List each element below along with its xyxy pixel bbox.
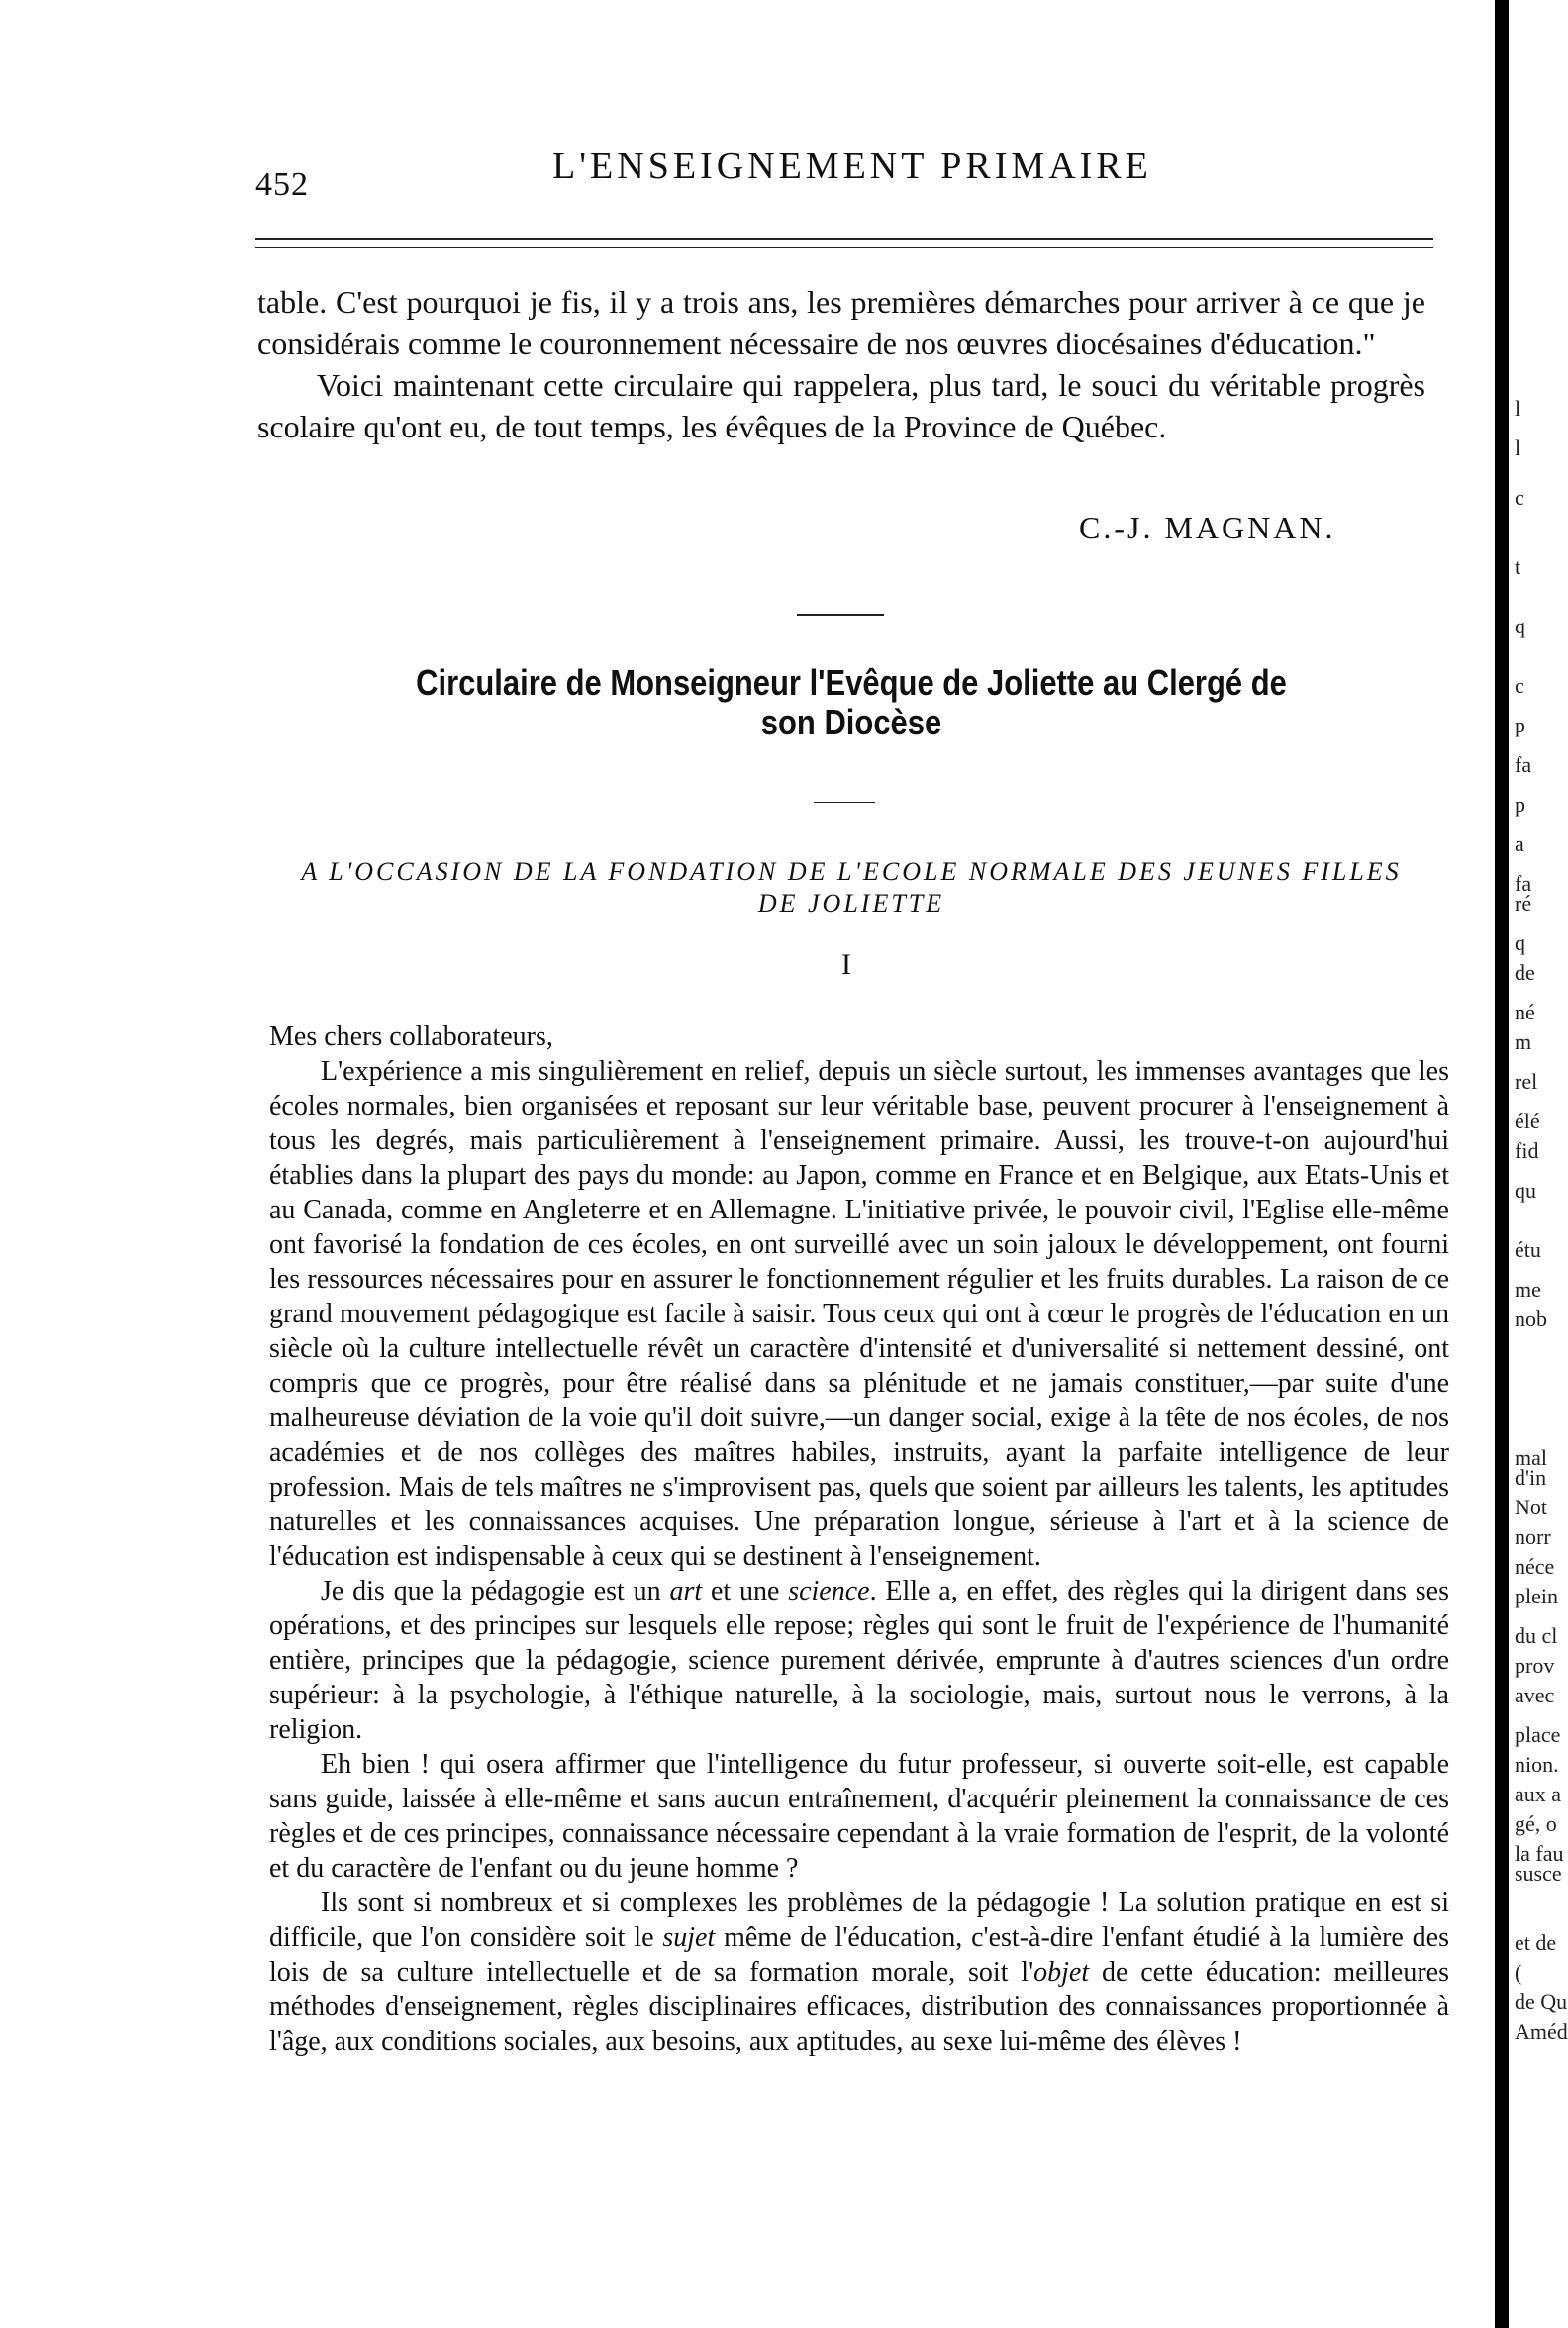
adjacent-page-fragment: fa: [1515, 752, 1532, 777]
signature: C.-J. MAGNAN.: [1079, 510, 1336, 545]
adjacent-page-fragment: qu: [1515, 1178, 1536, 1203]
adjacent-page-fragment: du cl: [1515, 1623, 1558, 1648]
adjacent-page-fragment: nob: [1515, 1307, 1547, 1331]
adjacent-page-fragment: Not: [1515, 1495, 1547, 1519]
header-rule-thin: [255, 247, 1433, 248]
adjacent-page-fragment: susce: [1515, 1861, 1562, 1886]
adjacent-page-fragment: p: [1515, 713, 1525, 737]
adjacent-page-fragment: l: [1515, 396, 1521, 421]
running-head: [255, 139, 1433, 203]
continuation-text: [257, 281, 1425, 447]
italic-word: sujet: [662, 1922, 716, 1953]
adjacent-page-fragment: (: [1515, 1960, 1522, 1985]
adjacent-page-fragment: de Qu: [1515, 1989, 1568, 2014]
adjacent-page-fragment: nion.: [1515, 1752, 1559, 1777]
text-run: Je dis que la pédagogie est un: [321, 1576, 670, 1606]
adjacent-page-fragment: étu: [1515, 1237, 1541, 1262]
separator-rule: [797, 614, 884, 616]
adjacent-page-fragment: p: [1515, 792, 1525, 817]
body-paragraph: L'expérience a mis singulièrement en relief, depuis un siècle surtout, les immenses avantages que les écoles normales, bien organisées et reposant sur leur véritable base, peuvent procurer à l'enseignement à tous les degrés, mais particulièrement à l'enseignement primaire. Aussi, les trouve-t-on aujourd'hui établies dans la plupart des pays du monde: au Japon, comme en France et en Belgique, aux Etats-Unis et au Canada, comme en Angleterre et en Allemagne. L'initiative privée, le pouvoir civil, l'Eglise elle-même ont favorisé la fondation de ces écoles, en ont surveillé avec un soin jaloux le développement, ont fourni les ressources nécessaires pour en assurer le fonctionnement régulier et les fruits durables. La raison de ce grand mouvement pédagogique est facile à saisir. Tous ceux qui ont à cœur le progrès de l'éducation en un siècle où la culture intellectuelle révêt un caractère d'intensité et d'universalité si nettement dessiné, ont compris que ce progrès, pour être réalisé dans sa plénitude et ne jamais constituer,—par suite d'une malheureuse déviation de la voie qu'il doit suivre,—un danger social, exige à la tête de nos écoles, de nos académies et de nos collèges des maîtres habiles, instruits, ayant la parfaite intelligence de leur profession. Mais de tels maîtres ne s'improvisent pas, quels que soient par ailleurs les talents, les aptitudes naturelles et les connaissances acquises. Une préparation longue, sérieuse à l'art et à la science de l'éducation est indispensable à ceux qui se destinent à l'enseignement.: [269, 1056, 1449, 1572]
body-paragraph: Eh bien ! qui osera affirmer que l'intelligence du futur professeur, si ouverte soit-elle, est capable sans guide, laissée à elle-même et sans aucun entraînement, d'acquérir pleinement la connaissance de ces règles et de ces principes, connaissance nécessaire cependant à la vraie formation de l'esprit, de la volonté et du caractère de l'enfant ou du jeune homme ?: [269, 1749, 1449, 1884]
text-run: Ils sont si nombreux et si complexes les problèmes de la pédagogie ! La solution pratique en est si difficile, que l'on considère soit le: [269, 1888, 1449, 1953]
separator-rule-small: [814, 802, 875, 803]
adjacent-page-edge: [1509, 0, 1568, 2328]
page-number: 452: [255, 166, 309, 203]
adjacent-page-fragment: fid: [1515, 1138, 1539, 1163]
text-run: et une: [702, 1576, 789, 1606]
adjacent-page-fragment: c: [1515, 673, 1524, 698]
body-paragraph: [269, 1574, 1449, 1747]
adjacent-page-fragment: d'in: [1515, 1465, 1547, 1490]
adjacent-page-fragment: t: [1515, 554, 1521, 579]
adjacent-page-fragment: né: [1515, 1000, 1535, 1024]
adjacent-page-fragment: néce: [1515, 1554, 1555, 1579]
adjacent-page-fragment: place: [1515, 1722, 1561, 1747]
section-number: I: [841, 948, 851, 981]
adjacent-page-fragment: c: [1515, 485, 1524, 510]
text-run: de cette éducation: meilleures méthodes d'enseignement, règles disciplinaires efficaces, distribution des connaissances proportionnée à l'âge, aux conditions sociales, aux besoins, aux aptitudes, au sexe lui-même des élèves !: [269, 1957, 1449, 2057]
adjacent-page-fragment: Améd: [1515, 2019, 1568, 2044]
continuation-paragraph: table. C'est pourquoi je fis, il y a trois ans, les premières démarches pour arriver à ce que je considérais comme le couronnement nécessaire de nos œuvres diocésaines d'éducation.": [257, 284, 1425, 361]
adjacent-page-fragment: mal: [1515, 1445, 1547, 1470]
circular-body: [269, 1019, 1449, 2059]
adjacent-page-fragment: aux a: [1515, 1782, 1562, 1806]
adjacent-page-fragment: avec: [1515, 1683, 1555, 1707]
adjacent-page-fragment: a: [1515, 831, 1524, 856]
text-run: . Elle a, en effet, des règles qui la dirigent dans ses opérations, et des principes sur lesquels elle repose; règles qui sont le fruit de l'expérience de l'humanité entière, principes que la pédagogie, science purement dérivée, emprunte à d'autres sciences d'un ordre supérieur: à la psychologie, à l'éthique naturelle, à la sociologie, mais, surtout nous le verrons, à la religion.: [269, 1576, 1449, 1745]
salutation: Mes chers collaborateurs,: [269, 1021, 553, 1052]
adjacent-page-fragment: q: [1515, 930, 1525, 955]
italic-word: art: [669, 1576, 703, 1606]
adjacent-page-fragment: la fau: [1515, 1841, 1564, 1866]
adjacent-page-fragment: fa: [1515, 871, 1532, 896]
italic-word: objet: [1033, 1957, 1090, 1988]
adjacent-page-fragment: de: [1515, 960, 1535, 985]
adjacent-page-fragment: et de: [1515, 1930, 1557, 1955]
adjacent-page-fragment: rel: [1515, 1069, 1538, 1094]
page-gutter: [1495, 0, 1509, 2328]
circular-title: Circulaire de Monseigneur l'Evêque de Joliette au Clergé de son Diocèse: [416, 662, 1287, 742]
adjacent-page-fragment: gé, o: [1515, 1811, 1557, 1836]
text-run: même de l'éducation, c'est-à-dire l'enfant étudié à la lumière des lois de sa culture intellectuelle et de sa formation morale, soit l': [269, 1922, 1450, 1988]
adjacent-page-fragment: prov: [1515, 1653, 1555, 1678]
continuation-paragraph: Voici maintenant cette circulaire qui rappelera, plus tard, le souci du véritable progrès scolaire qu'ont eu, de tout temps, les évêques de la Province de Québec.: [257, 367, 1425, 444]
adjacent-page-fragment: ré: [1515, 891, 1532, 916]
adjacent-page-fragment: l: [1515, 436, 1521, 460]
adjacent-page-fragment: plein: [1515, 1584, 1558, 1608]
journal-title: L'ENSEIGNEMENT PRIMAIRE: [552, 146, 1152, 187]
adjacent-page-fragment: élé: [1515, 1109, 1540, 1133]
circular-subtitle: A L'OCCASION DE LA FONDATION DE L'ECOLE NORMALE DES JEUNES FILLES DE JOLIETTE: [301, 857, 1402, 918]
header-rule: [255, 238, 1433, 240]
adjacent-page-fragment: q: [1515, 614, 1525, 638]
body-paragraph: [269, 1886, 1449, 2059]
adjacent-page-fragment: me: [1515, 1277, 1541, 1302]
italic-word: science: [788, 1576, 870, 1606]
adjacent-page-fragment: m: [1515, 1029, 1532, 1054]
adjacent-page-fragment: norr: [1515, 1524, 1551, 1549]
